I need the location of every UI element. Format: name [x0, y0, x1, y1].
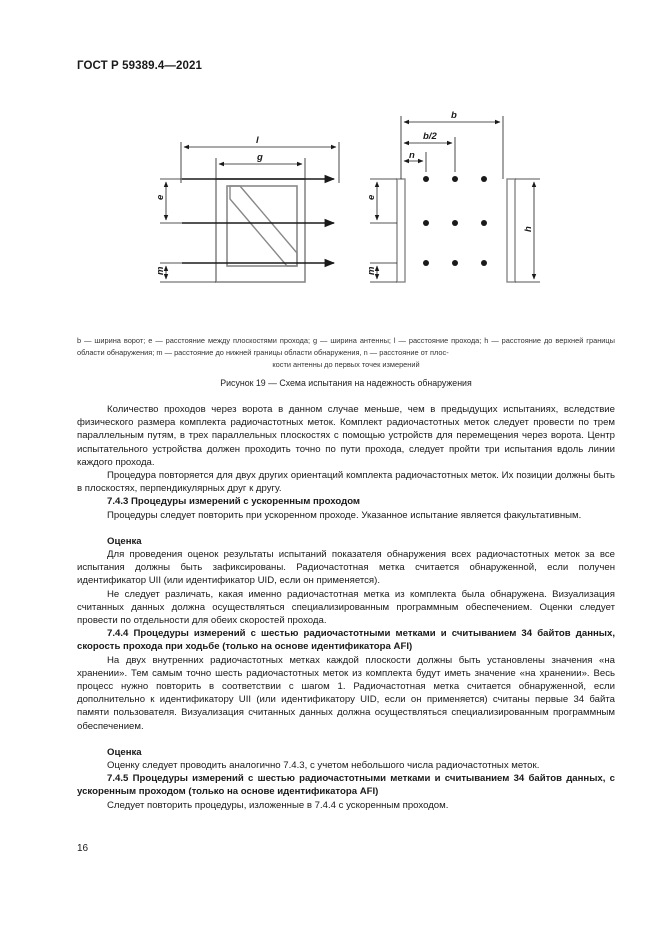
label-e: e: [155, 194, 166, 200]
antenna-panel-left: [397, 179, 405, 282]
section-heading: 7.4.4 Процедуры измерений с шестью радиочастотными метками и считыванием 34 байтов данных, скорость прохода при ходьбе (только на основе идентификатора AFI): [77, 628, 615, 653]
body-text: [77, 403, 615, 812]
figure-title: Рисунок 19 — Схема испытания на надежность обнаружения: [220, 378, 472, 388]
measurement-points: [423, 176, 487, 266]
assessment-heading: Оценка: [107, 746, 142, 758]
label-m-left: m: [155, 266, 166, 275]
antenna-panel-right: [507, 179, 515, 282]
paragraph: Количество проходов через ворота в данном случае меньше, чем в предыдущих испытаниях, вследствие физического размера комплекта радиочастотных меток. Комплект радиочастотных меток следует провести по трем параллельным путям, в трех параллельных плоскостях с помощью устройств для перемещения через ворота. Центр испытательного устройства должен проходить точно по пути прохода, следует пройти три испытания вдоль линии каждого прохода.: [77, 404, 615, 468]
label-b: b: [451, 110, 457, 121]
label-b-half: b/2: [423, 131, 437, 142]
label-e-right: e: [366, 194, 377, 200]
legend-line: b — ширина ворот; e — расстояние между плоскостями прохода; g — ширина антенны; l — расстояние прохода; h — расстояние: [77, 336, 542, 345]
antenna-frame-inner: [227, 186, 297, 266]
label-m-right: m: [366, 266, 377, 275]
front-view-diagram: [370, 116, 540, 282]
tag-carrier: [230, 186, 297, 266]
paragraph: Для проведения оценок результаты испытаний показателя обнаружения всех радиочастотных меток за все испытания должны быть зафиксированы. Радиочастотная метка считается обнаруженной, если получен идентификатор UII (или идентификатор UID, если он применяется).: [77, 549, 615, 587]
document-header: ГОСТ Р 59389.4—2021: [77, 60, 202, 72]
paragraph: Процедура повторяется для двух других ориентаций комплекта радиочастотных меток. Их позиции должны быть в плоскостях, перпендикулярных друг к другу.: [77, 470, 615, 495]
label-n: n: [409, 150, 415, 161]
paragraph: Следует повторить процедуры, изложенные в 7.4.4 с ускоренным проходом.: [107, 799, 449, 811]
assessment-heading: Оценка: [107, 535, 142, 547]
test-scheme-figure: [0, 0, 661, 330]
section-heading: 7.4.3 Процедуры измерений с ускоренным проходом: [107, 496, 361, 508]
paragraph: Процедуры следует повторить при ускоренном проходе. Указанное испытание является факультативным.: [107, 509, 582, 521]
paragraph: На двух внутренних радиочастотных метках каждой плоскости должны быть установлены значения «на хранении». Тем самым точно шесть радиочастотных меток из комплекта будут иметь значение «на хранении». Весь процесс нужно повторить в соответствии с шагом 1. Радиочастотная метка считается обнаруженной, если дополнительно к идентификатору UII (или идентификатору UID, если он применяется) считаны первые 34 байта памяти пользователя. Визуализация считанных данных должна осуществляться специализированным программным обеспечением.: [77, 654, 615, 732]
side-view-diagram: [160, 142, 339, 282]
legend-line: до верхней границы области обнаружения; m — расстояние до нижней границы области обнаружения, n — расстояние от плос-: [77, 336, 615, 358]
label-g: g: [257, 152, 263, 163]
label-l: l: [256, 135, 259, 146]
label-h: h: [523, 226, 534, 232]
figure-legend: [77, 335, 615, 372]
legend-line: кости антенны до первых точек измерений: [272, 360, 420, 370]
paragraph: Оценку следует проводить аналогично 7.4.3, с учетом небольшого числа радиочастотных меток.: [107, 760, 540, 772]
paragraph: Не следует различать, какая именно радиочастотная метка из комплекта была обнаружена. Визуализация считанных данных должна осуществляться специализированным программным обеспечением. Оценки следует провести по отдельности для обеих скоростей прохода.: [77, 588, 615, 627]
page-number: 16: [77, 843, 89, 854]
section-heading: 7.4.5 Процедуры измерений с шестью радиочастотными метками и считыванием 34 байтов данных, с ускоренным проходом (только на основе идентификатора AFI): [77, 773, 615, 798]
